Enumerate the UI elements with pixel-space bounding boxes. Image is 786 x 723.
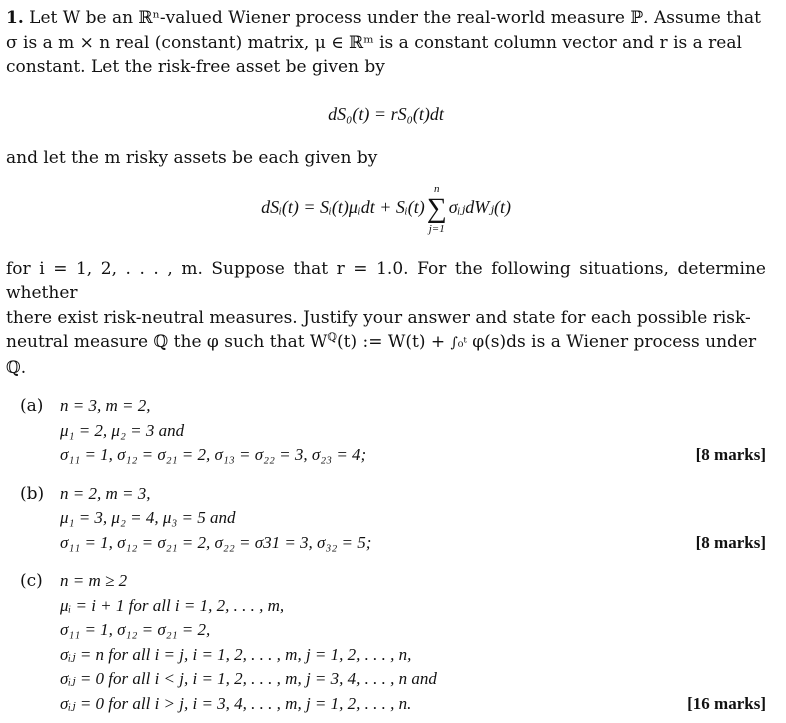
task-line-4: ℚ. (6, 357, 27, 378)
sigma-sum-icon: ∑ (426, 192, 447, 224)
part-b-marks: [8 marks] (695, 532, 766, 552)
task-line-3-sup: ℚ (327, 330, 337, 344)
part-c-line-3: σ₁₁ = 1, σ₁₂ = σ₂₁ = 2, (60, 620, 211, 639)
part-b-line-3: σ₁₁ = 1, σ₁₂ = σ₂₁ = 2, σ₂₂ = σ31 = 3, σ₃₂ = 5; (60, 532, 372, 552)
task-line-1: for i = 1, 2, . . . , m. Suppose that r = 1.0. For the following situations, determine whether (6, 258, 766, 303)
task-line-3-b: (t) := W(t) + (337, 332, 451, 352)
question-number: 1. (6, 8, 24, 28)
part-c-line-5: σᵢⱼ = 0 for all i < j, i = 1, 2, . . . , m, j = 3, 4, . . . , n and (60, 669, 437, 688)
summation (427, 183, 447, 235)
equation-risky-right: σᵢⱼdWⱼ(t) (448, 196, 511, 217)
task-statement (6, 257, 766, 381)
task-line-3 (6, 330, 766, 356)
part-b-label: (b) (20, 483, 45, 504)
intro-line-1 (6, 6, 766, 31)
sum-upper-limit: n (433, 182, 440, 195)
part-a-line-2: μ₁ = 2, μ₂ = 3 and (60, 420, 185, 440)
part-b-row-1 (6, 482, 766, 507)
task-line-3-a: neutral measure ℚ the φ such that W (6, 332, 328, 352)
part-b (6, 482, 766, 556)
equation-risk-free: dS₀(t) = rS₀(t)dt (328, 103, 444, 124)
part-a (6, 394, 766, 468)
part-c-line-2: μᵢ = i + 1 for all i = 1, 2, . . . , m, (60, 595, 285, 615)
part-a-row-1 (6, 394, 766, 419)
part-c-marks: [16 marks] (687, 693, 766, 713)
part-c-line-1: n = m ≥ 2 (60, 571, 128, 590)
task-line-3-c: φ(s)ds is a Wiener process under (466, 332, 757, 352)
part-c-line-4: σᵢⱼ = n for all i = j, i = 1, 2, . . . , m, j = 1, 2, . . . , n, (60, 644, 412, 664)
intro-line-2: σ is a m × n real (constant) matrix, μ ∈ ℝᵐ is a constant column vector and r is a real (6, 32, 742, 53)
part-b-line-2: μ₁ = 3, μ₂ = 4, μ₃ = 5 and (60, 508, 236, 527)
equation-risky-assets (6, 183, 766, 237)
sum-lower-limit: j=1 (428, 222, 445, 235)
task-line-2: there exist risk-neutral measures. Justify your answer and state for each possible risk- (6, 307, 751, 328)
part-c-label: (c) (20, 571, 43, 591)
equation-risky-left: dSᵢ(t) = Sᵢ(t)μᵢdt + Sᵢ(t) (261, 196, 425, 217)
integral-sign: ∫₀ᵗ (450, 335, 467, 351)
part-a-marks: [8 marks] (695, 445, 766, 464)
intro-line-3: constant. Let the risk-free asset be given by (6, 57, 385, 77)
part-a-label: (a) (20, 396, 44, 416)
part-a-line-3: σ₁₁ = 1, σ₁₂ = σ₂₁ = 2, σ₁₃ = σ₂₂ = 3, σ₂₃ = 4; (60, 445, 367, 464)
risky-assets-intro: and let the m risky assets be each given by (6, 148, 378, 168)
part-c-row-1 (6, 569, 766, 594)
part-b-line-1: n = 2, m = 3, (60, 483, 151, 503)
intro-text-1: Let W be an ℝⁿ-valued Wiener process under the real-world measure ℙ. Assume that (23, 8, 761, 28)
part-c-line-6: σᵢⱼ = 0 for all i > j, i = 3, 4, . . . , m, j = 1, 2, . . . , n. (60, 693, 412, 713)
question-intro (6, 6, 766, 80)
part-a-line-1: n = 3, m = 2, (60, 396, 151, 415)
part-c (6, 569, 766, 716)
